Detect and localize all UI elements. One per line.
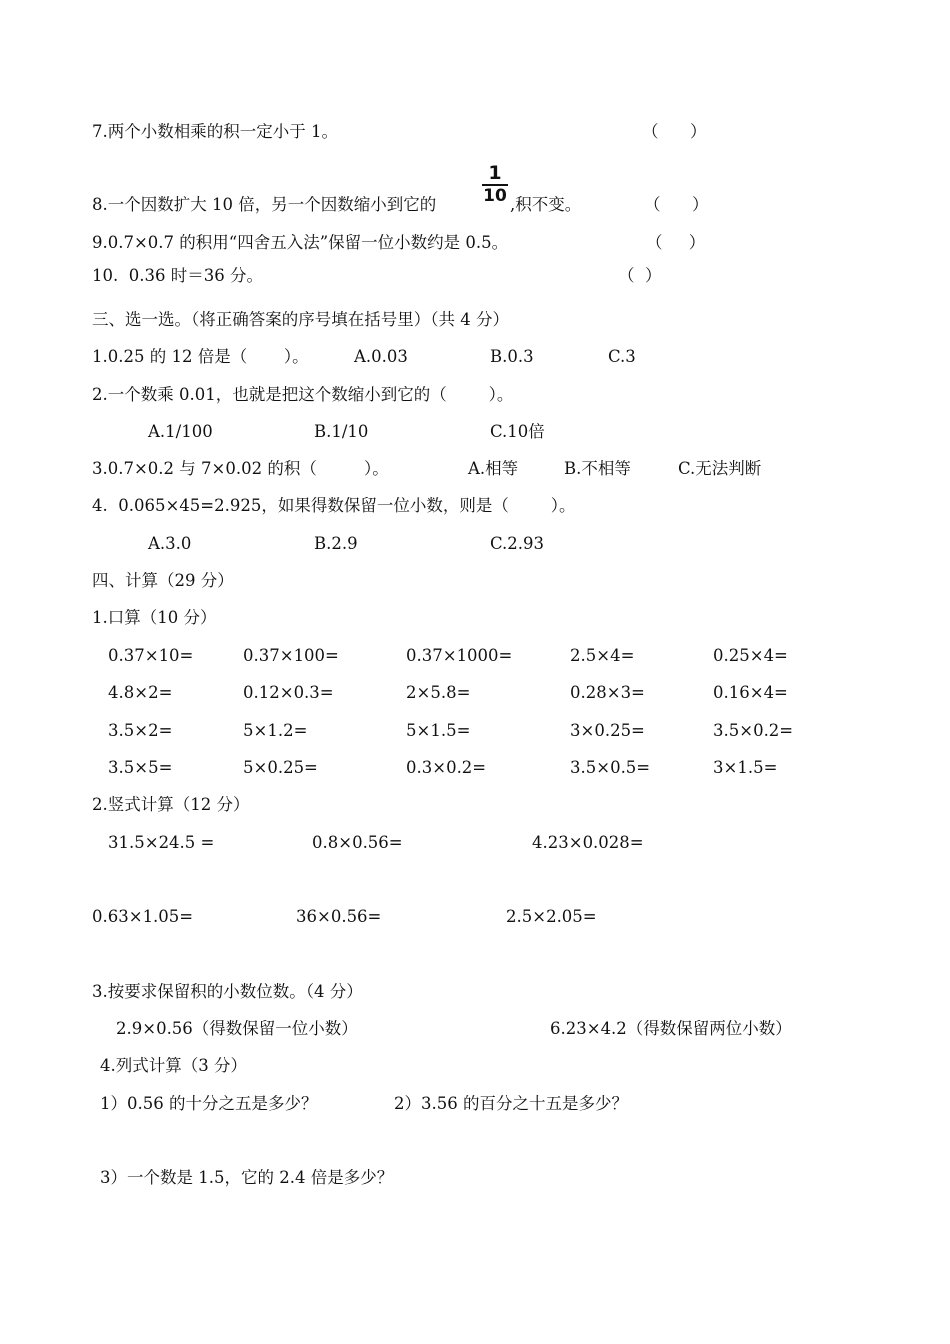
oral-item: 0.37×100=: [243, 646, 339, 665]
section-3-title: 三、选一选。（将正确答案的序号填在括号里）（共 4 分）: [92, 310, 509, 329]
choice-q4-stem: 4. 0.065×45=2.925，如果得数保留一位小数，则是（ ）。: [92, 496, 576, 515]
fraction-denominator: 10: [483, 186, 507, 206]
vertical-item: 31.5×24.5 =: [108, 833, 215, 852]
choice-q3-stem: 3.0.7×0.2 与 7×0.02 的积（ ）。: [92, 459, 389, 478]
choice-q3-c: C.无法判断: [678, 459, 762, 478]
oral-item: 0.28×3=: [570, 683, 645, 702]
oral-item: 0.37×1000=: [406, 646, 513, 665]
choice-q2-b: B.1/10: [314, 422, 369, 441]
choice-q4-a: A.3.0: [148, 534, 192, 553]
vertical-calc-title: 2.竖式计算（12 分）: [92, 795, 250, 814]
oral-item: 0.37×10=: [108, 646, 194, 665]
oral-item: 0.25×4=: [713, 646, 788, 665]
answer-paren-10[interactable]: （ ）: [618, 266, 662, 285]
oral-item: 3×1.5=: [713, 758, 778, 777]
choice-q1-stem: 1.0.25 的 12 倍是（ ）。: [92, 347, 309, 366]
question-10: 10. 0.36 时＝36 分。: [92, 266, 263, 285]
choice-q2-stem: 2.一个数乘 0.01，也就是把这个数缩小到它的（ ）。: [92, 385, 514, 404]
oral-item: 3.5×2=: [108, 721, 173, 740]
expr-item: 1）0.56 的十分之五是多少？: [100, 1094, 318, 1113]
expr-item: 2）3.56 的百分之十五是多少？: [394, 1094, 628, 1113]
answer-paren-7[interactable]: （ ）: [642, 122, 707, 141]
vertical-item: 2.5×2.05=: [506, 907, 597, 926]
oral-item: 5×1.2=: [243, 721, 308, 740]
question-9: 9.0.7×0.7 的积用“四舍五入法”保留一位小数约是 0.5。: [92, 233, 509, 252]
vertical-item: 36×0.56=: [296, 907, 382, 926]
vertical-item: 4.23×0.028=: [532, 833, 644, 852]
section-4-title: 四、计算（29 分）: [92, 571, 234, 590]
fraction-one-tenth: [482, 163, 508, 205]
oral-item: 3×0.25=: [570, 721, 645, 740]
vertical-item: 0.63×1.05=: [92, 907, 194, 926]
fraction-numerator: 1: [488, 162, 502, 184]
choice-q1-b: B.0.3: [490, 347, 534, 366]
expr-calc-title: 4.列式计算（3 分）: [100, 1056, 247, 1075]
expr-item: 3）一个数是 1.5，它的 2.4 倍是多少？: [100, 1168, 394, 1187]
oral-item: 0.3×0.2=: [406, 758, 487, 777]
choice-q3-a: A.相等: [468, 459, 519, 478]
oral-item: 0.16×4=: [713, 683, 788, 702]
choice-q4-b: B.2.9: [314, 534, 358, 553]
oral-item: 3.5×0.5=: [570, 758, 651, 777]
oral-calc-title: 1.口算（10 分）: [92, 608, 217, 627]
question-7: 7.两个小数相乘的积一定小于 1。: [92, 122, 338, 141]
rounding-item: 6.23×4.2（得数保留两位小数）: [550, 1019, 792, 1038]
oral-item: 2.5×4=: [570, 646, 635, 665]
choice-q1-c: C.3: [608, 347, 636, 366]
choice-q3-b: B.不相等: [564, 459, 631, 478]
choice-q2-c: C.10倍: [490, 422, 545, 441]
rounding-item: 2.9×0.56（得数保留一位小数）: [116, 1019, 358, 1038]
choice-q1-a: A.0.03: [354, 347, 408, 366]
answer-paren-8[interactable]: （ ）: [644, 195, 709, 214]
rounding-title: 3.按要求保留积的小数位数。（4 分）: [92, 982, 363, 1001]
choice-q2-a: A.1/100: [148, 422, 213, 441]
question-8: 8.一个因数扩大 10 倍，另一个因数缩小到它的: [92, 195, 437, 214]
choice-q4-c: C.2.93: [490, 534, 545, 553]
oral-item: 0.12×0.3=: [243, 683, 334, 702]
oral-item: 3.5×5=: [108, 758, 173, 777]
question-8-tail: ,积不变。: [510, 195, 582, 214]
oral-item: 3.5×0.2=: [713, 721, 794, 740]
oral-item: 5×0.25=: [243, 758, 318, 777]
vertical-item: 0.8×0.56=: [312, 833, 403, 852]
answer-paren-9[interactable]: （ ）: [646, 233, 706, 252]
oral-item: 4.8×2=: [108, 683, 173, 702]
oral-item: 2×5.8=: [406, 683, 471, 702]
oral-item: 5×1.5=: [406, 721, 471, 740]
